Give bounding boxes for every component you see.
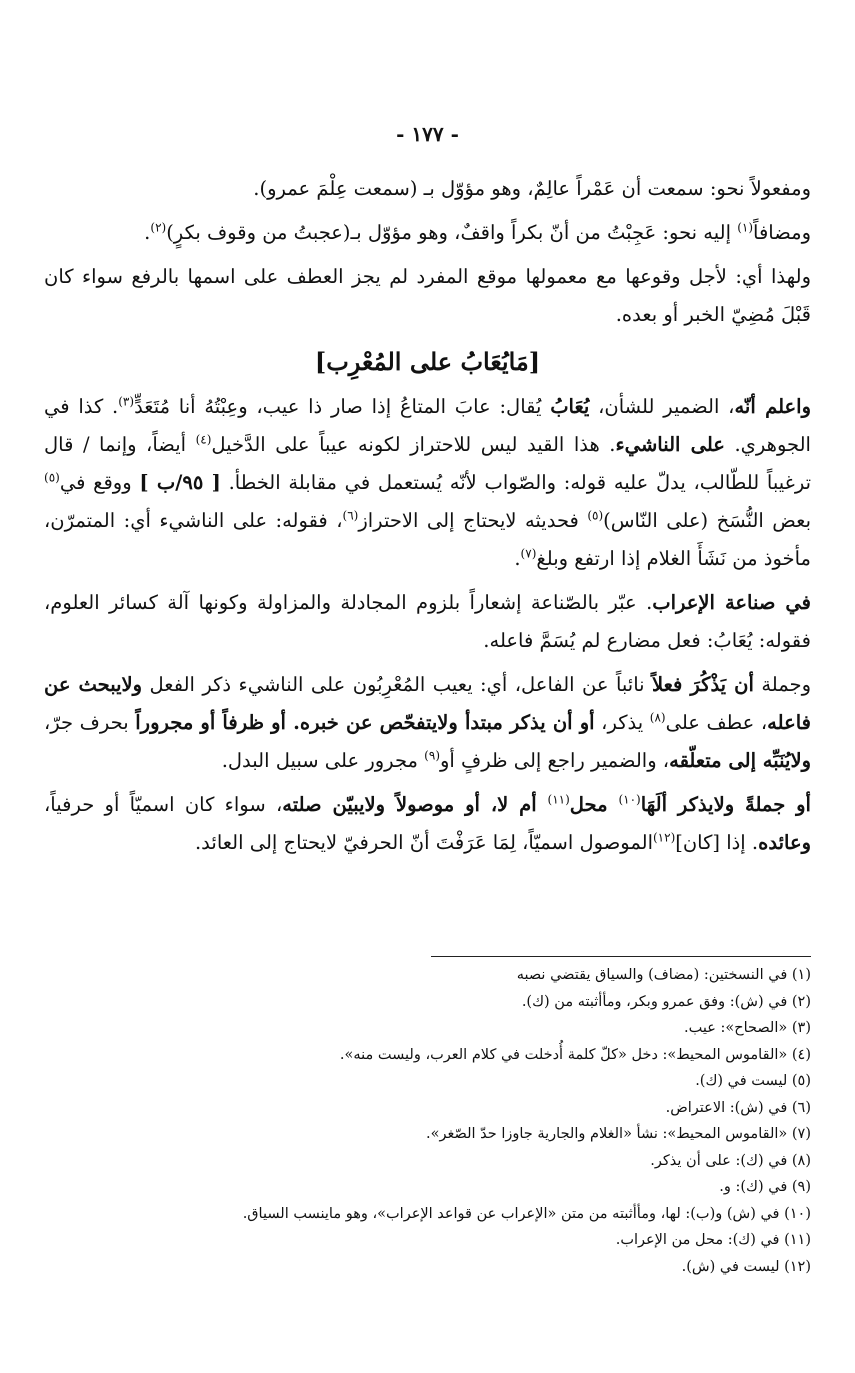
footnote-item: (١١) في (ك): محل من الإعراب. xyxy=(615,1232,811,1248)
page-number: - ١٧٧ - xyxy=(396,122,459,146)
footnote-ref: (٦) xyxy=(342,508,359,523)
bold-term: واعلم أنّه xyxy=(734,395,811,418)
bold-term: يُعَابُ xyxy=(550,395,590,418)
paragraph-4 xyxy=(44,388,811,578)
paragraph-5 xyxy=(44,584,811,660)
bold-term: في صناعة الإعراب xyxy=(652,591,811,614)
text-span: مجرور على سبيل البدل. xyxy=(221,749,425,772)
text-span: الموصول اسميّاً، لِمَا عَرَفْتَ أنّ الحرفيّ لايحتاج إلى العائد. xyxy=(194,831,653,854)
footnote-ref: (٥) xyxy=(587,508,604,523)
text-span: إليه نحو: عَجِبْتُ من أنّ بكراً واقفٌ، وهو مؤوّل بـ(عجبتُ من وقوف بكرٍ) xyxy=(166,221,738,244)
text-span: . هذا القيد ليس للاحتراز لكونه عيباً على الدَّخيل xyxy=(211,433,616,456)
footnotes-list xyxy=(44,962,811,1280)
text-span: أيضاً، وإنما / قال ترغيباً للطّالب، يدلّ عليه قوله: والصّواب لأنّه يُستعمل في مقابلة الخطأ. xyxy=(44,433,812,494)
footnote-item: (٣) «الصحاح»: عيب. xyxy=(683,1020,811,1036)
footnote-item: (٥) ليست في (ك). xyxy=(695,1073,811,1089)
folio-marker: [ ٩٥/ب ] xyxy=(139,471,221,494)
footnote-ref: (٤) xyxy=(195,432,212,447)
text-span: بحرف جرّ، xyxy=(44,711,136,734)
text-span: ووقع في xyxy=(59,471,140,494)
footnote-item: (١٠) في (ش) و(ب): لها، ومأأثبته من متن «الإعراب عن قواعد الإعراب»، وهو ماينسب السياق. xyxy=(242,1205,811,1222)
footnote-ref: (١١) xyxy=(547,792,570,807)
text-span: . xyxy=(144,221,151,244)
bold-term: وعائده xyxy=(758,831,811,854)
footnote-ref: (١٢) xyxy=(652,830,676,845)
main-text xyxy=(44,170,811,868)
section-heading: [مَايُعَابُ على المُعْرِب] xyxy=(314,347,541,376)
text-span: نائباً عن الفاعل، أي: يعيب المُعْرِبُون على الناشيء ذكر الفعل xyxy=(142,673,653,696)
text-span: . عبّر بالصّناعة إشعاراً بلزوم المجادلة والمزاولة وكونها آلة كسائر العلوم، فقوله: يُعَابُ: فعل مضارع لم يُسَمَّ فاعله. xyxy=(44,591,811,652)
paragraph-3: ولهذا أي: لأجل وقوعها مع معمولها موقع المفرد لم يجز العطف على اسمها بالرفع سواء كان قَبْلَ مُضِيّ الخبر أو بعده. xyxy=(44,265,811,326)
bold-term: أم لا، أو موصولاً ولايبيّن صلته xyxy=(282,793,548,816)
text-span: . كذا في الجوهري. xyxy=(44,395,811,456)
text-span: بعض النُّسَخ (على النّاس) xyxy=(603,509,812,532)
footnote-ref: (٣) xyxy=(118,394,135,409)
text-span: ومضافاً xyxy=(753,221,811,244)
footnote-item: (٧) «القاموس المحيط»: نشأ «الغلام والجارية جاوزا حدّ الصّغر». xyxy=(426,1126,811,1142)
footnote-ref: (٨) xyxy=(649,710,666,725)
text-span: ، والضمير راجع إلى ظرفٍ أو xyxy=(440,749,670,772)
paragraph-7 xyxy=(44,786,811,862)
paragraph-6 xyxy=(44,666,811,780)
text-span: وجملة xyxy=(753,673,811,696)
footnote-item: (٩) في (ك): و. xyxy=(719,1179,811,1195)
bold-term: أو أن يذكر مبتدأ ولايتفحّص عن خبره. أو ظرفاً أو مجروراً xyxy=(135,711,595,734)
footnote-item: (٨) في (ك): على أن يذكر. xyxy=(650,1152,811,1169)
bold-term: أن يَذْكُرَ فعلاً xyxy=(652,673,754,696)
footnote-item: (١٢) ليست في (ش). xyxy=(681,1258,811,1275)
bold-term: ولايبحث عن فاعله xyxy=(44,673,811,734)
footnote-item: (٤) «القاموس المحيط»: دخل «كلّ كلمة أُدخلت في كلام العرب، وليست منه». xyxy=(339,1046,811,1063)
text-span: يُقال: عابَ المتاعُ إذا صار ذا عيب، وعِبْتُهُ أنا مُتَعَدٍّ xyxy=(134,395,551,418)
text-span: ، الضمير للشأن، xyxy=(589,395,735,418)
text-span: ، عطف على xyxy=(665,711,768,734)
paragraph-2 xyxy=(44,214,811,252)
footnote-divider xyxy=(431,956,811,957)
footnote-item: (٦) في (ش): الاعتراض. xyxy=(665,1099,811,1116)
footnote-ref: (٥) xyxy=(44,470,60,485)
footnote-ref: (٧) xyxy=(520,546,537,561)
text-span: ، سواء كان اسميّاً أو حرفياً، xyxy=(44,793,283,816)
text-span: فحديثه لايحتاج إلى الاحتراز xyxy=(358,509,588,532)
footnote-ref: (٩) xyxy=(424,748,440,763)
text-span: ، فقوله: على الناشيء أي: المتمرّن، مأخوذ من نَشَأَ الغلام إذا ارتفع وبلغ xyxy=(44,509,811,570)
bold-term: ولايُنَبِّه إلى متعلّقه xyxy=(669,749,811,772)
footnote-item: (١) في النسختين: (مضاف) والسياق يقتضي نصبه xyxy=(516,967,811,983)
footnote-ref: (٢) xyxy=(150,220,167,235)
bold-term: أو جملةً ولايذكر ألَهَا xyxy=(640,793,811,816)
paragraph-1: ومفعولاً نحو: سمعت أن عَمْراً عالِمٌ، وهو مؤوّل بـ (سمعت عِلْمَ عمرو). xyxy=(253,177,811,200)
bold-term: على الناشيء xyxy=(615,433,725,456)
footnote-ref: (١٠) xyxy=(618,792,641,807)
text-span: يذكر، xyxy=(594,711,650,734)
text-span: . xyxy=(514,547,521,570)
text-span: . إذا [كان] xyxy=(675,831,759,854)
bold-term: محل xyxy=(569,793,619,816)
footnote-ref: (١) xyxy=(737,220,754,235)
footnote-item: (٢) في (ش): وفق عمرو وبكر، ومأأثبته من (ك). xyxy=(521,993,811,1010)
